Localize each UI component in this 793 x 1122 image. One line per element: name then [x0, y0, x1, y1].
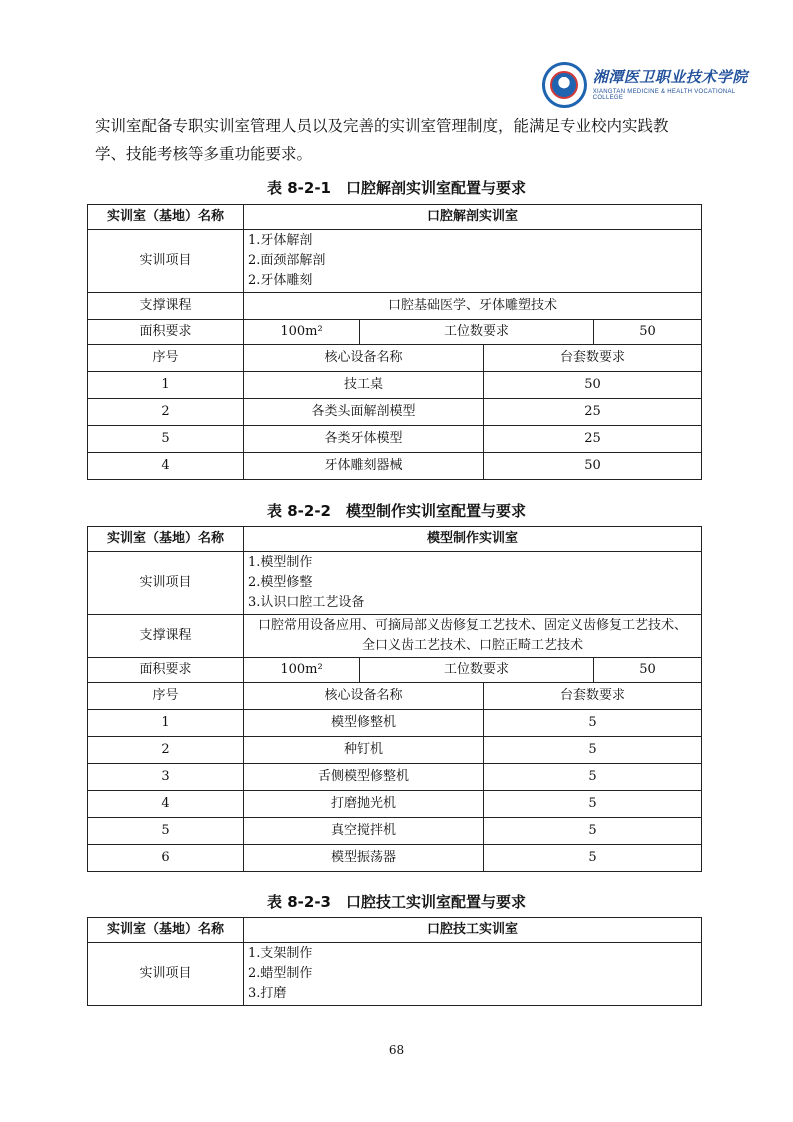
table-1: [87, 204, 702, 480]
project-item: 3.认识口腔工艺设备: [248, 595, 365, 610]
row-qty: 50: [484, 453, 702, 480]
table-row: [88, 453, 702, 480]
name-label: 实训室（基地）名称: [88, 205, 244, 230]
lab-name: 口腔技工实训室: [244, 918, 702, 943]
row-seq: 2: [88, 737, 244, 764]
table-row: [88, 426, 702, 453]
course-label: 支撑课程: [88, 615, 244, 658]
row-qty: 25: [484, 399, 702, 426]
project-list: [244, 230, 702, 293]
row-seq: 6: [88, 845, 244, 872]
table-row: [88, 791, 702, 818]
page-number: 68: [388, 1043, 405, 1057]
row-seq: 3: [88, 764, 244, 791]
project-item: 1.支架制作: [248, 946, 313, 961]
row-device: 舌侧模型修整机: [244, 764, 484, 791]
row-device: 技工桌: [244, 372, 484, 399]
course-list: [244, 615, 702, 658]
project-item: 3.打磨: [248, 986, 287, 1001]
station-label: 工位数要求: [360, 658, 594, 683]
college-logo: [542, 60, 762, 110]
row-device: 牙体雕刻器械: [244, 453, 484, 480]
project-label: 实训项目: [88, 552, 244, 615]
lab-name: 模型制作实训室: [244, 527, 702, 552]
table-row: [88, 764, 702, 791]
college-name-en: XIANGTAN MEDICINE & HEALTH VOCATIONAL COLLEGE: [592, 88, 736, 101]
table-row: [88, 845, 702, 872]
project-item: 2.模型修整: [248, 575, 313, 590]
project-label: 实训项目: [88, 230, 244, 293]
row-qty: 5: [484, 791, 702, 818]
project-list: [244, 552, 702, 615]
college-name-cn: 湘潭医卫职业技术学院: [592, 67, 748, 86]
table-2: [87, 526, 702, 872]
table-3-caption: 表 8-2-3 口腔技工实训室配置与要求: [267, 893, 526, 911]
row-qty: 25: [484, 426, 702, 453]
intro-paragraph: [95, 112, 695, 168]
table-row: [88, 737, 702, 764]
col-seq-header: 序号: [88, 683, 244, 710]
name-label: 实训室（基地）名称: [88, 527, 244, 552]
col-seq-header: 序号: [88, 345, 244, 372]
course-label: 支撑课程: [88, 293, 244, 320]
col-device-header: 核心设备名称: [244, 345, 484, 372]
table-row: [88, 818, 702, 845]
row-qty: 5: [484, 818, 702, 845]
area-label: 面积要求: [88, 320, 244, 345]
name-label: 实训室（基地）名称: [88, 918, 244, 943]
station-value: 50: [594, 658, 702, 683]
row-device: 各类牙体模型: [244, 426, 484, 453]
row-device: 真空搅拌机: [244, 818, 484, 845]
row-qty: 5: [484, 710, 702, 737]
row-seq: 1: [88, 710, 244, 737]
college-seal-icon: [542, 62, 587, 108]
project-item: 2.牙体雕刻: [248, 273, 313, 288]
table-2-caption: 表 8-2-2 模型制作实训室配置与要求: [267, 502, 526, 520]
row-device: 模型振荡器: [244, 845, 484, 872]
area-value: 100m²: [244, 658, 360, 683]
project-item: 2.蜡型制作: [248, 966, 313, 981]
row-seq: 4: [88, 791, 244, 818]
row-device: 各类头面解剖模型: [244, 399, 484, 426]
project-list: [244, 943, 702, 1006]
table-row: [88, 372, 702, 399]
row-seq: 4: [88, 453, 244, 480]
row-device: 模型修整机: [244, 710, 484, 737]
lab-name: 口腔解剖实训室: [244, 205, 702, 230]
course-line: 口腔常用设备应用、可摘局部义齿修复工艺技术、固定义齿修复工艺技术、: [258, 618, 688, 633]
course-line: 全口义齿工艺技术、口腔正畸工艺技术: [362, 638, 584, 653]
intro-line-1: 实训室配备专职实训室管理人员以及完善的实训室管理制度，能满足专业校内实践教: [95, 117, 669, 135]
row-qty: 5: [484, 764, 702, 791]
table-3: [87, 917, 702, 1006]
area-value: 100m²: [244, 320, 360, 345]
row-qty: 5: [484, 845, 702, 872]
row-seq: 2: [88, 399, 244, 426]
table-1-caption: 表 8-2-1 口腔解剖实训室配置与要求: [267, 179, 526, 197]
row-device: 打磨抛光机: [244, 791, 484, 818]
project-item: 2.面颈部解剖: [248, 253, 326, 268]
col-qty-header: 台套数要求: [484, 345, 702, 372]
area-label: 面积要求: [88, 658, 244, 683]
row-seq: 5: [88, 818, 244, 845]
row-seq: 1: [88, 372, 244, 399]
row-seq: 5: [88, 426, 244, 453]
col-qty-header: 台套数要求: [484, 683, 702, 710]
project-item: 1.模型制作: [248, 555, 313, 570]
table-row: [88, 710, 702, 737]
row-qty: 50: [484, 372, 702, 399]
row-qty: 5: [484, 737, 702, 764]
row-device: 种钉机: [244, 737, 484, 764]
table-row: [88, 399, 702, 426]
col-device-header: 核心设备名称: [244, 683, 484, 710]
station-value: 50: [594, 320, 702, 345]
station-label: 工位数要求: [360, 320, 594, 345]
intro-line-2: 学、技能考核等多重功能要求。: [95, 145, 313, 163]
project-label: 实训项目: [88, 943, 244, 1006]
course-list: 口腔基础医学、牙体雕塑技术: [244, 293, 702, 320]
project-item: 1.牙体解剖: [248, 233, 313, 248]
